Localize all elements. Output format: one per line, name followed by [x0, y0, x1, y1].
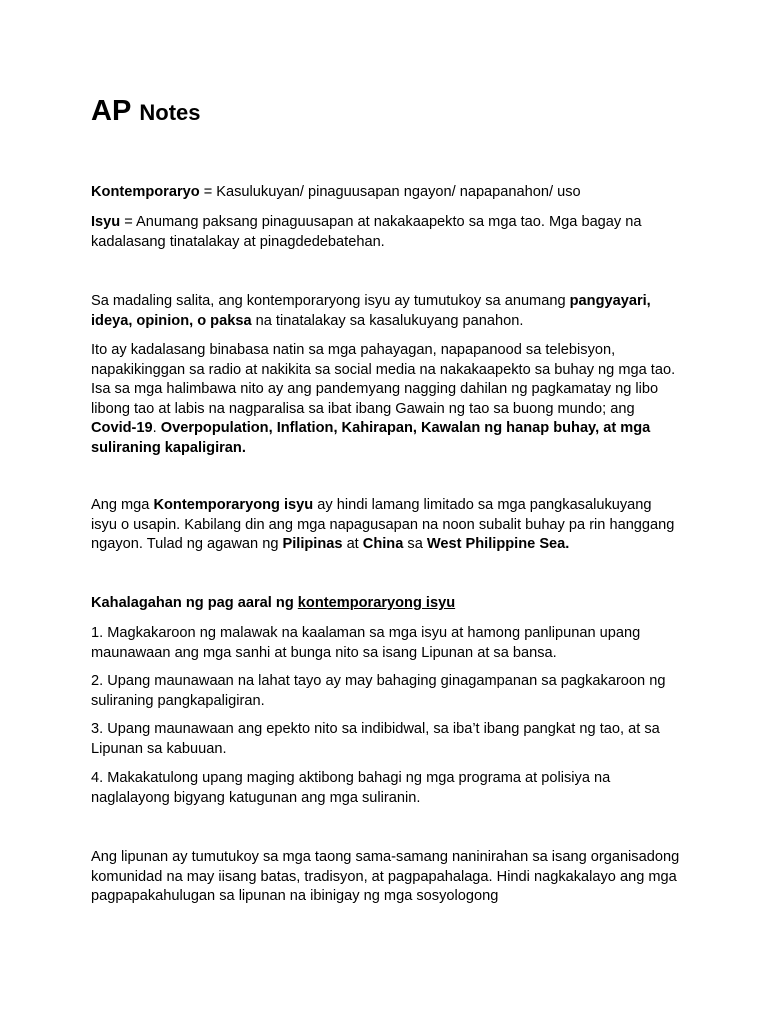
list-item: 2. Upang maunawaan na lahat tayo ay may bahaging ginagampanan sa pagkakaroon ng suliraning pangkapaligiran. [91, 673, 666, 709]
paragraph-bold: China [362, 536, 404, 552]
paragraph-bold: West Philippine Sea. [426, 536, 570, 552]
paragraph-ito-ay [91, 341, 681, 458]
paragraph-text: Sa madaling salita, ang kontemporaryong isyu ay tumutukoy sa anumang [91, 293, 570, 309]
list-item: 3. Upang maunawaan ang epekto nito sa indibidwal, sa iba’t ibang pangkat ng tao, at sa Lipunan sa kabuuan. [91, 721, 660, 757]
title-sub: Notes [139, 100, 201, 125]
paragraph-text: Ito ay kadalasang binabasa natin sa mga pahayagan, napapanood sa telebisyon, napakikinggan sa radio at nakikita sa social media na nakakaapekto sa buhay ng mga tao. Isa sa mga halimbawa nito ay ang pandemyang nagging dahilan ng pagkamatay ng libo libong tao at labis na nagparalisa sa ibat ibang Gawain ng tao sa buong mundo; ang [91, 342, 676, 417]
paragraph-text: Ang mga [91, 497, 154, 513]
paragraph-ang-mga [91, 496, 681, 555]
paragraph-text: na tinatalakay sa kasalukuyang panahon. [251, 312, 524, 329]
paragraph-bold: pangyayari, ideya, opinion, o paksa [91, 293, 651, 329]
definition-kontemporaryo [91, 183, 681, 203]
paragraph-bold: Kontemporaryong isyu [153, 497, 314, 513]
list-item: 1. Magkakaroon ng malawak na kaalaman sa mga isyu at hamong panlipunan upang maunawaan ang mga sanhi at bunga nito sa isang Lipunan at sa bansa. [91, 625, 641, 661]
paragraph-bold: Covid-19 [91, 420, 153, 436]
paragraph-lipunan: Ang lipunan ay tumutukoy sa mga taong sama-samang naninirahan sa isang organisadong komunidad na may iisang batas, tradisyon, at pagpapahalaga. Hindi nagkakalayo ang mga pagpapakahulugan sa lipunan na ibinigay ng mga sosyologong [91, 849, 680, 904]
definition-text: = Kasulukuyan/ pinaguusapan ngayon/ napapanahon/ uso [199, 184, 581, 200]
paragraph-bold: Overpopulation, Inflation, Kahirapan, Kawalan ng hanap buhay, at mga suliraning kapaligiran. [91, 420, 651, 456]
paragraph-text: . [152, 420, 161, 436]
title-main: AP [91, 95, 132, 127]
definition-text: = Anumang paksang pinaguusapan at nakakaapekto sa mga tao. Mga bagay na kadalasang tinatalakay at pinagdedebatehan. [91, 214, 642, 250]
term-isyu: Isyu [91, 214, 121, 230]
heading-underlined: kontemporaryong isyu [297, 595, 456, 611]
list-item: 4. Makakatulong upang maging aktibong bahagi ng mga programa at polisiya na naglalayong bigyang katugunan ang mga suliranin. [91, 770, 611, 806]
section-heading-kahalagahan [91, 594, 681, 614]
heading-text: Kahalagahan ng pag aaral ng [91, 595, 298, 611]
page-title [91, 92, 201, 132]
paragraph-text: ay hindi lamang limitado sa mga pangkasalukuyang isyu o usapin. Kabilang din ang mga napagusapan na noon subalit buhay pa rin hanggang ngayon. Tulad ng agawan ng [91, 497, 675, 552]
paragraph-text: at [342, 536, 363, 552]
paragraph-madaling-salita [91, 292, 681, 331]
term-kontemporaryo: Kontemporaryo [91, 184, 200, 200]
paragraph-text: sa [403, 536, 427, 552]
paragraph-bold: Pilipinas [282, 536, 343, 552]
definition-isyu [91, 213, 681, 252]
